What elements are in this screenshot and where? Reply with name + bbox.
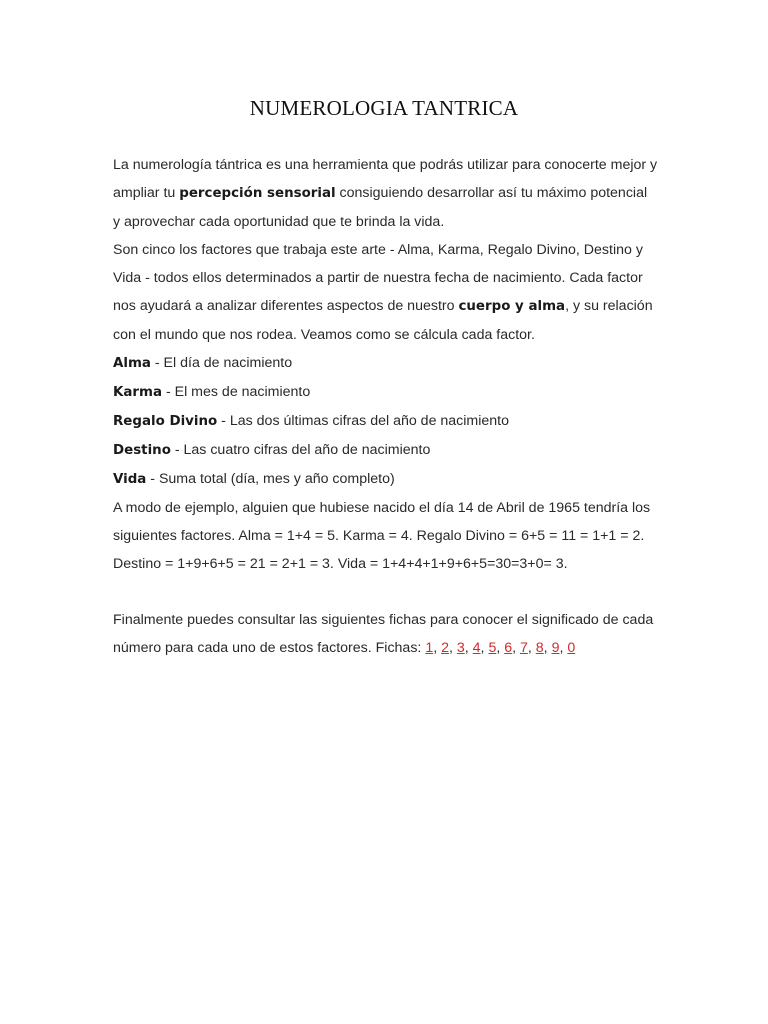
ficha-link-9[interactable]: 9 — [551, 640, 560, 656]
link-separator: , — [543, 640, 552, 656]
factor-name: Destino — [113, 443, 171, 458]
link-separator: , — [527, 640, 536, 656]
factors-intro-paragraph — [113, 236, 658, 349]
factor-name: Vida — [113, 472, 147, 487]
intro-text-1: La numerología tántrica es una herramienta que podrás utilizar para conocerte mejor y ampliar tu — [113, 157, 658, 201]
factor-line-regalo-divino — [113, 407, 658, 436]
link-separator: , — [496, 640, 505, 656]
link-separator: , — [433, 640, 442, 656]
document-body — [113, 151, 658, 662]
closing-text: Finalmente puedes consultar las siguientes fichas para conocer el significado de cada número para cada uno de estos factores. Fichas: — [113, 612, 654, 656]
ficha-link-0[interactable]: 0 — [567, 640, 576, 656]
example-paragraph: A modo de ejemplo, alguien que hubiese nacido el día 14 de Abril de 1965 tendría los siguientes factores. Alma = 1+4 = 5. Karma = 4. Regalo Divino = 6+5 = 11 = 1+1 = 2. Destino = 1+9+6+5 = 21 = 2+1 = 3. Vida = 1+4+4+1+9+6+5=30=3+0= 3. — [113, 500, 651, 572]
intro-text-2: consiguiendo desarrollar así tu máximo potencial y aprovechar cada oportunidad que te brinda la vida. — [113, 185, 648, 230]
factor-name: Regalo Divino — [113, 414, 218, 429]
ficha-link-8[interactable]: 8 — [535, 640, 544, 656]
link-separator: , — [512, 640, 520, 656]
factor-line-alma — [113, 349, 658, 378]
intro-paragraph — [113, 151, 658, 236]
closing-paragraph — [113, 606, 658, 662]
ficha-link-2[interactable]: 2 — [441, 640, 449, 656]
intro-bold-text: percepción sensorial — [179, 186, 336, 201]
factor-name: Karma — [113, 385, 163, 400]
ficha-link-5[interactable]: 5 — [488, 640, 497, 656]
factor-description: - Las dos últimas cifras del año de nacimiento — [217, 413, 510, 429]
ficha-link-6[interactable]: 6 — [504, 640, 513, 656]
link-separator: , — [448, 640, 457, 656]
link-separator: , — [480, 640, 489, 656]
factors-intro-text-2: , y su relación con el mundo que nos rodea. Veamos como se cálcula cada factor. — [113, 298, 653, 343]
document-title: NUMEROLOGIA TANTRICA — [249, 96, 519, 120]
factor-line-karma — [113, 378, 658, 407]
factor-line-vida — [113, 465, 658, 494]
factors-intro-text-1: Son cinco los factores que trabaja este arte - Alma, Karma, Regalo Divino, Destino y Vida - todos ellos determinados a partir de nuestra fecha de nacimiento. Cada factor nos ayudará a analizar diferentes aspectos de nuestro — [113, 242, 643, 314]
ficha-link-4[interactable]: 4 — [472, 640, 481, 656]
ficha-link-7[interactable]: 7 — [520, 640, 528, 656]
factor-description: - El día de nacimiento — [150, 355, 293, 371]
link-separator: , — [464, 640, 473, 656]
factor-description: - El mes de nacimiento — [162, 384, 311, 400]
fichas-link-list — [425, 640, 575, 656]
factor-line-destino — [113, 436, 658, 465]
factor-name: Alma — [113, 356, 151, 371]
ficha-link-1[interactable]: 1 — [425, 640, 434, 656]
factor-description: - Las cuatro cifras del año de nacimiento — [170, 442, 431, 458]
paragraph-gap — [113, 578, 658, 606]
factors-intro-bold-text: cuerpo y alma — [458, 299, 566, 314]
ficha-link-3[interactable]: 3 — [456, 640, 465, 656]
factor-description: - Suma total (día, mes y año completo) — [146, 471, 395, 487]
link-separator: , — [559, 640, 568, 656]
